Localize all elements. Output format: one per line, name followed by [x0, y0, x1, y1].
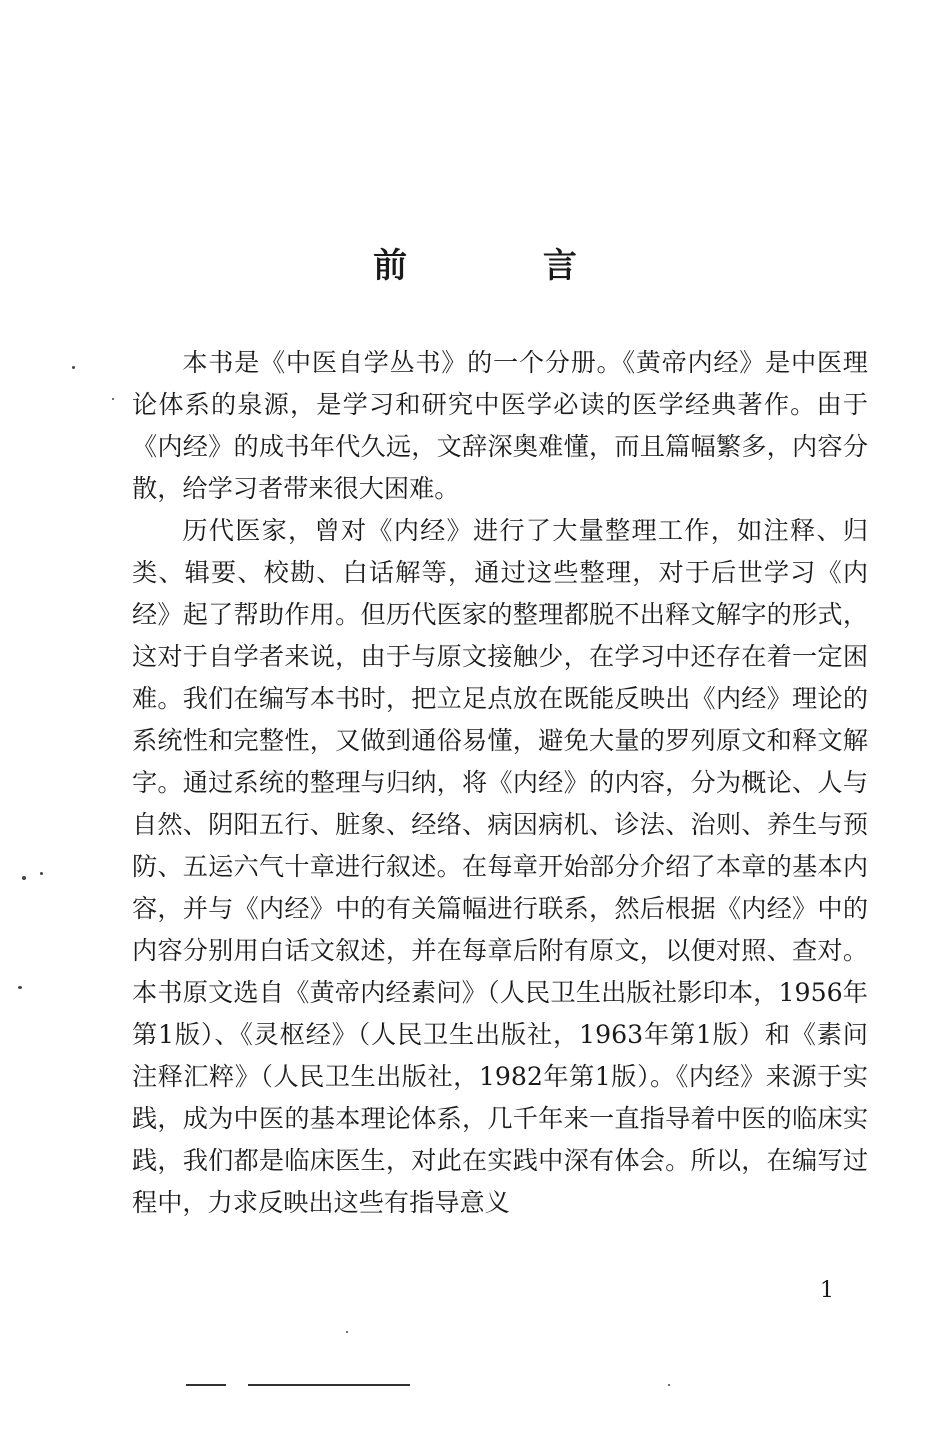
scan-speck — [668, 1384, 670, 1386]
page-number: 1 — [820, 1278, 834, 1303]
scan-speck — [72, 366, 75, 369]
scan-speck — [22, 876, 26, 880]
scan-line — [186, 1384, 226, 1386]
scan-line — [248, 1384, 410, 1386]
page-title: 前 言 — [373, 246, 639, 286]
paragraph-2: 历代医家，曾对《内经》进行了大量整理工作，如注释、归类、辑要、校勘、白话解等，通过这些整理，对于后世学习《内经》起了帮助作用。但历代医家的整理都脱不出释文解字的形式，这对于自学者来说，由于与原文接触少，在学习中还存在着一定困难。我们在编写本书时，把立足点放在既能反映出《内经》理论的系统性和完整性，又做到通俗易懂，避免大量的罗列原文和释文解字。通过系统的整理与归纳，将《内经》的内容，分为概论、人与自然、阴阳五行、脏象、经络、病因病机、诊法、治则、养生与预防、五运六气十章进行叙述。在每章开始部分介绍了本章的基本内容，并与《内经》中的有关篇幅进行联系，然后根据《内经》中的内容分别用白话文叙述，并在每章后附有原文，以便对照、查对。本书原文选自《黄帝内经素问》（人民卫生出版社影印本，1956年第1版）、《灵枢经》（人民卫生出版社，1963年第1版）和《素问注释汇粹》（人民卫生出版社，1982年第1版）。《内经》来源于实践，成为中医的基本理论体系，几千年来一直指导着中医的临床实践，我们都是临床医生，对此在实践中深有体会。所以，在编写过程中，力求反映出这些有指导意义 — [132, 516, 868, 1217]
scan-speck — [40, 872, 43, 875]
preface-body — [132, 342, 868, 1224]
scan-speck — [18, 986, 22, 989]
scan-speck — [346, 1331, 348, 1333]
paragraph-1: 本书是《中医自学丛书》的一个分册。《黄帝内经》是中医理论体系的泉源，是学习和研究中医学必读的医学经典著作。由于《内经》的成书年代久远，文辞深奥难懂，而且篇幅繁多，内容分散，给学习者带来很大困难。 — [132, 348, 868, 503]
scan-speck — [112, 398, 114, 400]
